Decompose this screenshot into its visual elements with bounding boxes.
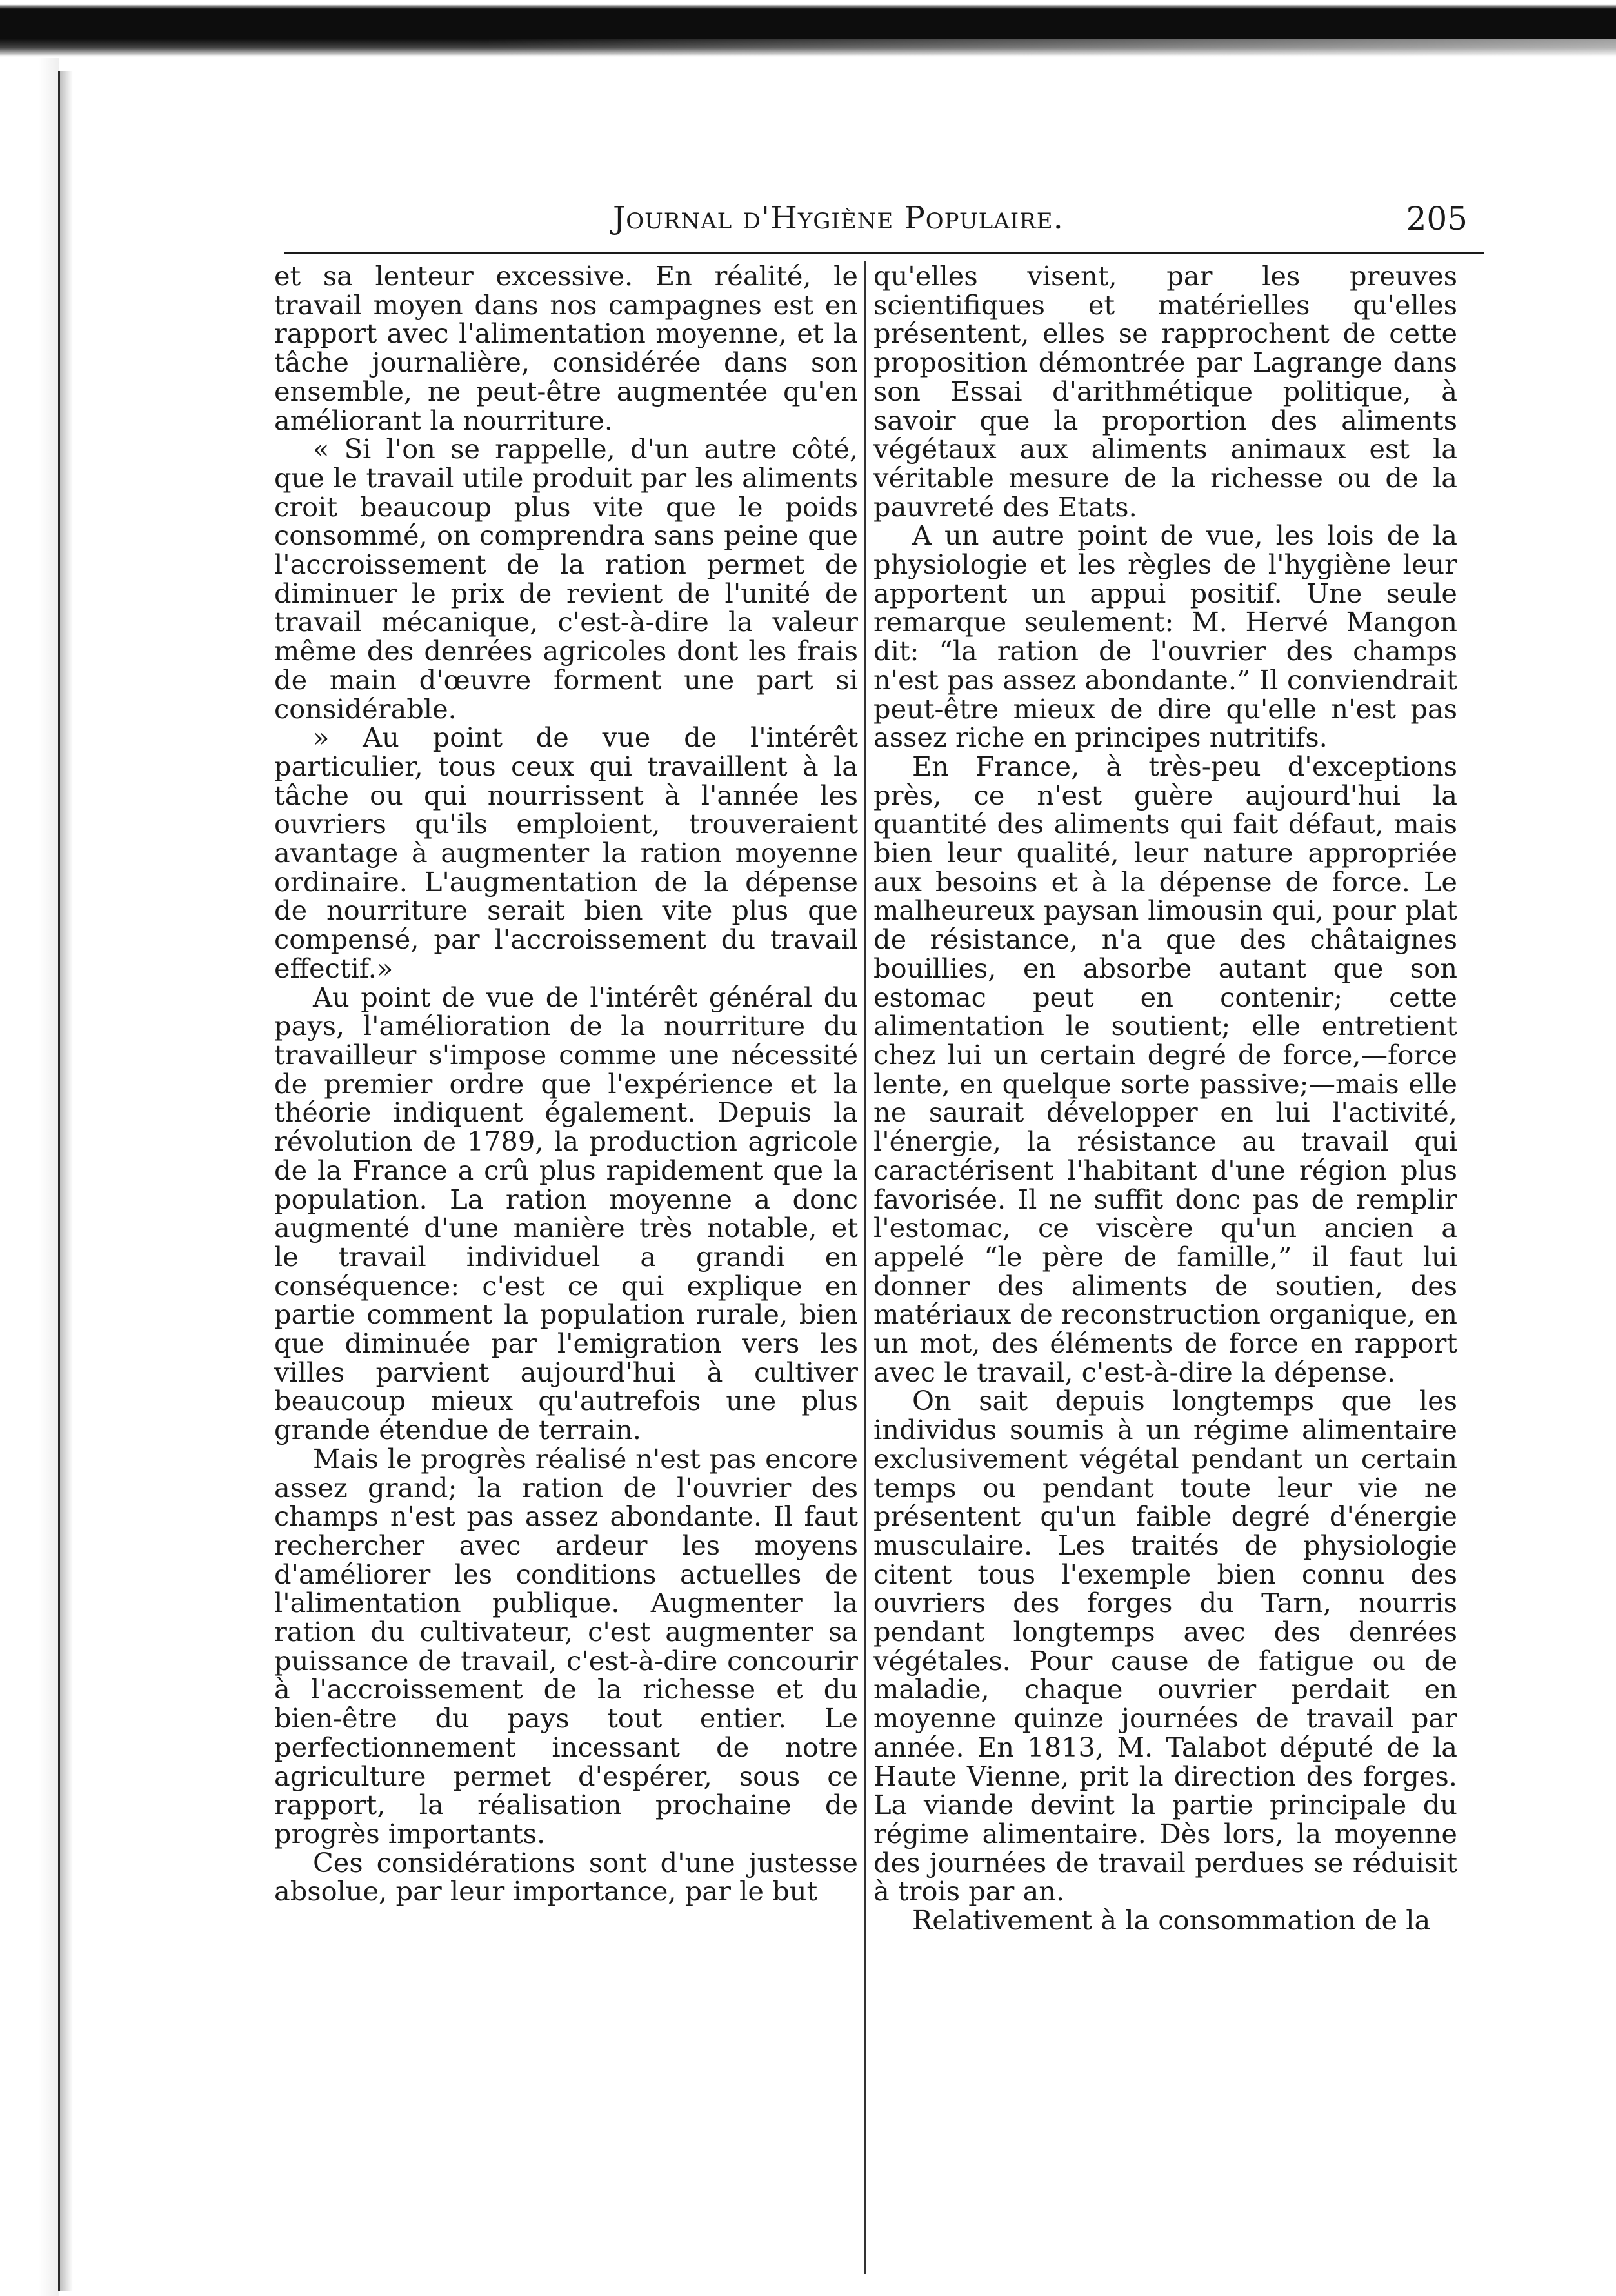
page-header (271, 200, 1484, 252)
page-number: 205 (1406, 200, 1468, 237)
left-column (274, 262, 858, 1906)
paragraph: « Si l'on se rappelle, d'un autre côté, que le travail utile produit par les aliments croit beaucoup plus vite que le poids consommé, on comprendra sans peine que l'accroissement de la ration permet de diminuer le prix de revient de l'unité de travail mécanique, c'est-à-dire la valeur même des denrées agricoles dont les frais de main d'œuvre forment une part si considérable. (274, 433, 858, 725)
running-title: Journal d'Hygiène Populaire. (613, 200, 1064, 236)
right-column (873, 262, 1457, 1935)
page-binding-edge (58, 71, 73, 2291)
paragraph: On sait depuis longtemps que les individus soumis à un régime alimentaire exclusivement végétal pendant un certain temps ou pendant toute leur vie ne présentent qu'un faible degré d'énergie musculaire. Les traités de physiologie citent tous l'exemple bien connu des ouvriers des forges du Tarn, nourris pendant longtemps avec des denrées végétales. Pour cause de fatigue ou de maladie, chaque ouvrier perdait en moyenne quinze journées de travail par année. En 1813, M. Talabot député de la Haute Vienne, prit la direction des forges. La viande devint la partie principale du régime alimentaire. Dès lors, la moyenne des journées de travail perdues se réduisit à trois par an. (873, 1385, 1457, 1908)
paragraph: qu'elles visent, par les preuves scientifiques et matérielles qu'elles présentent, elles se rapprochent de cette proposition démontrée par Lagrange dans son Essai d'arithmétique politique, à savoir que la proportion des aliments végétaux aux aliments animaux est la véritable mesure de la richesse ou de la pauvreté des Etats. (873, 260, 1457, 523)
header-rule (284, 252, 1484, 254)
paragraph: » Au point de vue de l'intérêt particulier, tous ceux qui travaillent à la tâche ou qui nourrissent à l'année les ouvriers qu'ils emploient, trouveraient avantage à augmenter la ration moyenne ordinaire. L'augmentation de la dépense de nourriture serait bien vite plus que compensé, par l'accroissement du travail effectif.» (274, 721, 858, 984)
paragraph: En France, à très-peu d'exceptions près, ce n'est guère aujourd'hui la quantité des aliments qui fait défaut, mais bien leur qualité, leur nature appropriée aux besoins et à la dépense de force. Le malheureux paysan limousin qui, pour plat de résistance, n'a que des châtaignes bouillies, en absorbe autant que son estomac peut en contenir; cette alimentation le soutient; elle entretient chez lui un certain degré de force,—force lente, en quelque sorte passive;—mais elle ne saurait développer en lui l'activité, l'énergie, la résistance au travail qui caractérisent l'habitant d'une région plus favorisée. Il ne suffit donc pas de remplir l'estomac, ce viscère qu'un ancien a appelé “le père de famille,” il faut lui donner des aliments de soutien, des matériaux de reconstruction organique, en un mot, des éléments de force en rapport avec le travail, c'est-à-dire la dépense. (873, 750, 1457, 1388)
page-margin (0, 58, 59, 2296)
paragraph: Au point de vue de l'intérêt général du pays, l'amélioration de la nourriture du travailleur s'impose comme une nécessité de premier ordre que l'expérience et la théorie indiquent également. Depuis la révolution de 1789, la production agricole de la France a crû plus rapidement que la population. La ration moyenne a donc augmenté d'une manière très notable, et le travail individuel a grandi en conséquence: c'est ce qui explique en partie comment la population rurale, bien que diminuée par l'emigration vers les villes parvient aujourd'hui à cultiver beaucoup mieux qu'autrefois une plus grande étendue de terrain. (274, 981, 858, 1446)
column-divider (864, 261, 866, 2274)
paragraph: A un autre point de vue, les lois de la physiologie et les règles de l'hygiène leur apportent un appui positif. Une seule remarque seulement: M. Hervé Mangon dit: “la ration de l'ouvrier des champs n'est pas assez abondante.” Il conviendrait peut-être mieux de dire qu'elle n'est pas assez riche en principes nutritifs. (873, 519, 1457, 754)
paragraph: et sa lenteur excessive. En réalité, le travail moyen dans nos campagnes est en rapport avec l'alimentation moyenne, et la tâche journalière, considérée dans son ensemble, ne peut-être augmentée qu'en améliorant la nourriture. (274, 260, 858, 436)
paragraph: Relativement à la consommation de la (912, 1904, 1431, 1937)
paragraph: Ces considérations sont d'une justesse absolue, par leur importance, par le but (274, 1846, 858, 1908)
paragraph: Mais le progrès réalisé n'est pas encore assez grand; la ration de l'ouvrier des champs n'est pas assez abondante. Il faut rechercher avec ardeur les moyens d'améliorer les conditions actuelles de l'alimentation publique. Augmenter la ration du cultivateur, c'est augmenter sa puissance de travail, c'est-à-dire concourir à l'accroissement de la richesse et du bien-être du pays tout entier. Le perfectionnement incessant de notre agriculture permet d'espérer, sous ce rapport, la réalisation prochaine de progrès importants. (274, 1442, 858, 1849)
scan-border-fade (0, 39, 1616, 61)
